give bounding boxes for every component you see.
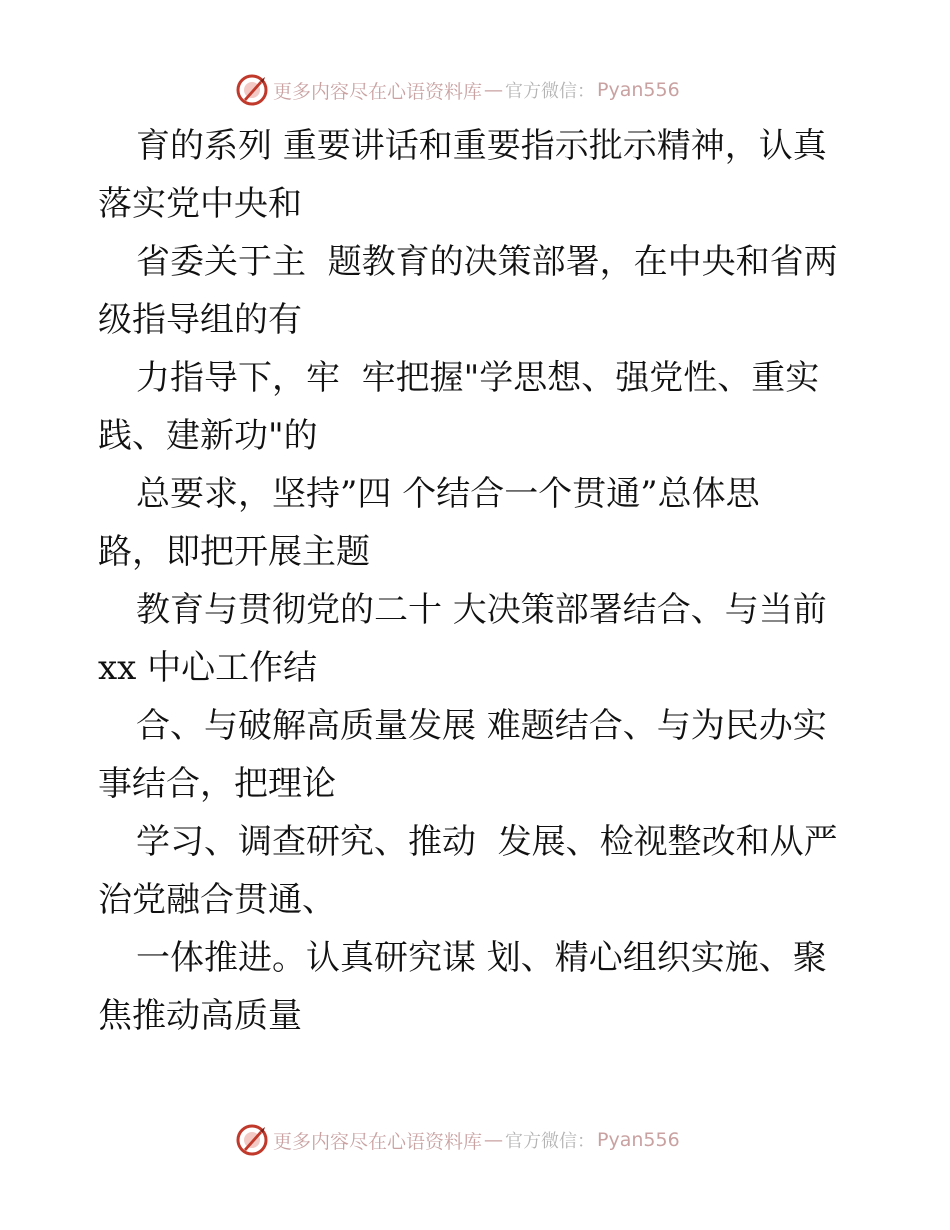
watermark-dash: — <box>484 1129 504 1151</box>
paragraph-line: 育的系列 重要讲话和重要指示批示精神，认真 <box>136 126 827 166</box>
paragraph-line: 一体推进。认真研究谋 划、精心组织实施、聚 <box>136 938 827 978</box>
paragraph-line: 治党融合贯通、 <box>98 880 336 920</box>
paragraph-line: 合、与破解高质量发展 难题结合、与为民办实 <box>136 706 827 746</box>
paragraph-line: xx 中心工作结 <box>98 648 318 688</box>
watermark-main-text: 更多内容尽在心语资料库 <box>273 80 483 103</box>
watermark-side-text: 官方微信： <box>505 81 596 102</box>
paragraph-line: 力指导下，牢 牢把握"学思想、强党性、重实 <box>136 358 820 398</box>
watermark-wechat-id: Pyan556 <box>597 1129 680 1151</box>
paragraph-line: 焦推动高质量 <box>98 996 302 1036</box>
paragraph-line: 路，即把开展主题 <box>98 532 370 572</box>
footer-watermark-content <box>235 1120 680 1160</box>
paragraph-line: 学习、调查研究、推动 发展、检视整改和从严 <box>136 822 838 862</box>
paragraph-line: 事结合，把理论 <box>98 764 336 804</box>
paragraph-line: 落实党中央和 <box>98 184 302 224</box>
watermark-side-text: 官方微信： <box>505 1131 596 1152</box>
quill-circle-logo-icon <box>235 1123 269 1157</box>
footer-watermark <box>0 1120 950 1160</box>
paragraph-line: 省委关于主 题教育的决策部署，在中央和省两 <box>136 242 838 282</box>
paragraph-line: 教育与贯彻党的二十 大决策部署结合、与当前 <box>136 590 827 630</box>
paragraph-line: 总要求，坚持”四 个结合一个贯通”总体思 <box>136 474 760 514</box>
watermark-wechat-id: Pyan556 <box>597 79 680 101</box>
paragraph-line: 级指导组的有 <box>98 300 302 340</box>
watermark-dash: — <box>484 79 504 101</box>
paragraph-line: 践、建新功"的 <box>98 416 318 456</box>
watermark-main-text: 更多内容尽在心语资料库 <box>273 1130 483 1153</box>
